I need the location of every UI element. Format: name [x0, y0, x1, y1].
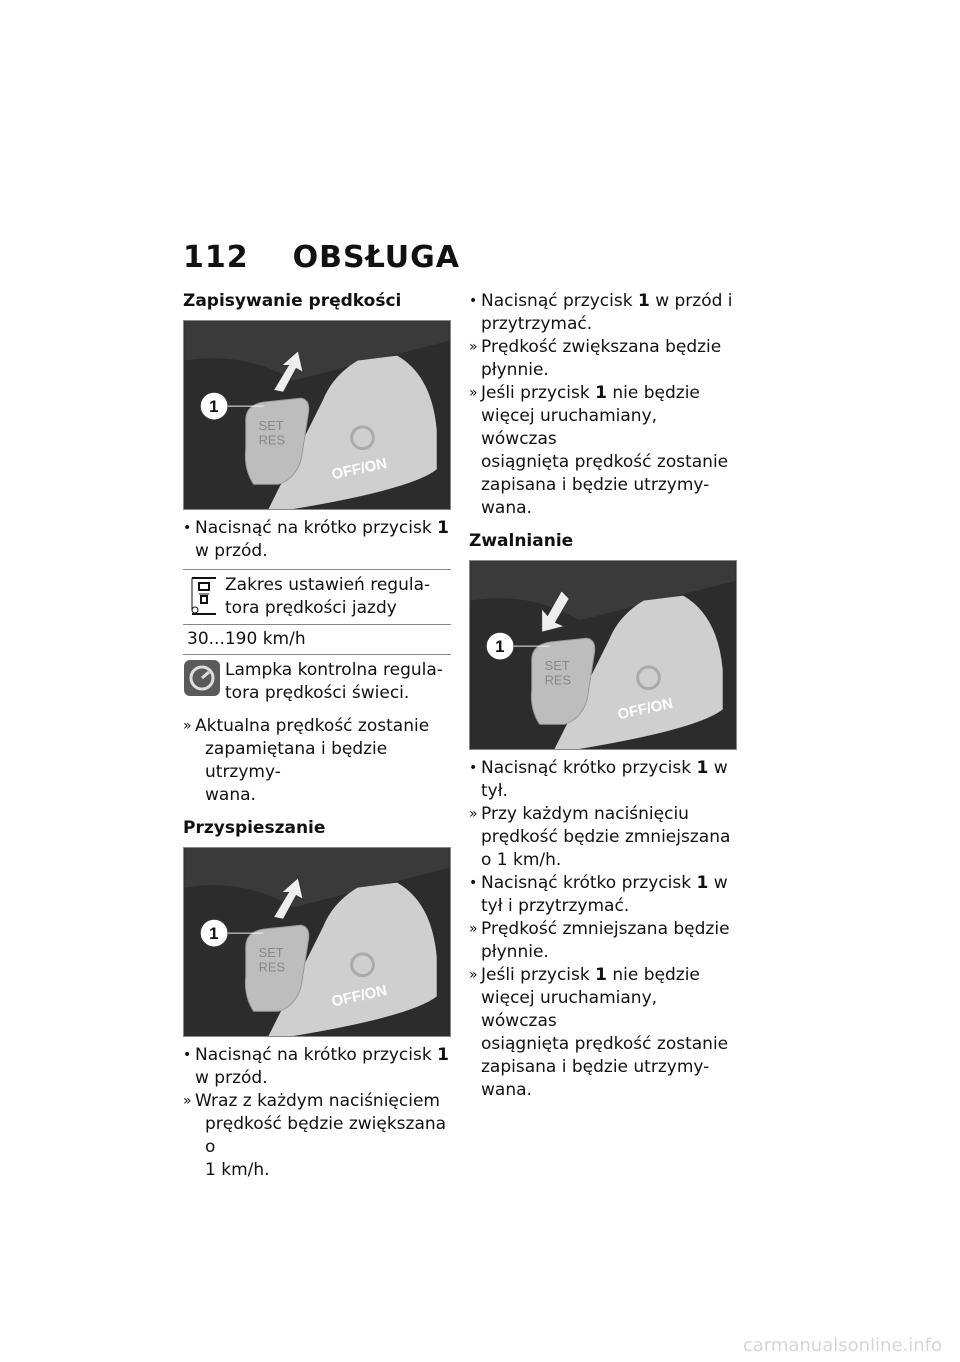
section-title: OBSŁUGA [292, 240, 460, 275]
handlebar-switch-illustration [184, 321, 450, 509]
set-label: SET [544, 657, 570, 673]
speed-range-value: 30...190 km/h [183, 624, 451, 654]
result-note: » Wraz z każdym naciśnięciem prędkość będzie zwiększana o 1 km/h. [183, 1091, 447, 1180]
instruction-bullet: • Nacisnąć na krótko przycisk 1 w przód. [183, 518, 449, 561]
offon-label: OFF/ON [616, 695, 675, 724]
offon-label: OFF/ON [330, 982, 389, 1011]
watermark: carmanualsonline.info [742, 1335, 942, 1356]
callout-1: 1 [495, 637, 505, 657]
left-column [183, 290, 451, 1182]
heading-deceleration: Zwalnianie [469, 531, 574, 551]
speed-range-table: Zakres ustawień regula- tora prędkości jazdy 30...190 km/h [183, 569, 451, 655]
instruction-bullet: • Nacisnąć przycisk 1 w przód i przytrzymać. [469, 291, 733, 334]
result-note: » Aktualna prędkość zostanie zapamiętana i będzie utrzymy- wana. [183, 716, 430, 805]
tolerance-icon [183, 574, 225, 618]
result-note: » Prędkość zwiększana będzie płynnie. [469, 337, 722, 380]
right-column [469, 290, 737, 1102]
set-label: SET [258, 417, 284, 433]
res-label: RES [258, 432, 286, 448]
res-label: RES [258, 959, 286, 975]
heading-acceleration: Przyspieszanie [183, 818, 326, 838]
handlebar-switch-illustration [184, 848, 450, 1036]
res-label: RES [544, 672, 572, 688]
page-number: 112 [183, 240, 249, 275]
instruction-bullet: • Nacisnąć na krótko przycisk 1 w przód. [183, 1045, 449, 1088]
heading-speed-save: Zapisywanie prędkości [183, 291, 402, 311]
result-note: » Jeśli przycisk 1 nie będzie więcej uruchamiany, wówczas osiągnięta prędkość zostanie zapisana i będzie utrzymy- wana. [469, 383, 729, 518]
result-note: » Jeśli przycisk 1 nie będzie więcej uruchamiany, wówczas osiągnięta prędkość zostanie zapisana i będzie utrzymy- wana. [469, 965, 729, 1100]
result-note: » Przy każdym naciśnięciu prędkość będzie zmniejszana o 1 km/h. [469, 804, 731, 870]
indicator-lamp-note: Lampka kontrolna regula- tora prędkości świeci. [183, 659, 451, 705]
figure-set-button-forward-2 [183, 847, 451, 1037]
offon-label: OFF/ON [330, 455, 389, 484]
cruise-control-indicator-icon [183, 659, 225, 704]
page-header [183, 240, 460, 275]
figure-set-button-backward [469, 560, 737, 750]
instruction-bullet: • Nacisnąć krótko przycisk 1 w tył. [469, 758, 728, 801]
instruction-bullet: • Nacisnąć krótko przycisk 1 w tył i przytrzymać. [469, 873, 728, 916]
handlebar-switch-illustration [470, 561, 736, 749]
result-note: » Prędkość zmniejszana będzie płynnie. [469, 919, 730, 962]
set-label: SET [258, 944, 284, 960]
callout-1: 1 [209, 397, 219, 417]
callout-1: 1 [209, 924, 219, 944]
figure-set-button-forward [183, 320, 451, 510]
